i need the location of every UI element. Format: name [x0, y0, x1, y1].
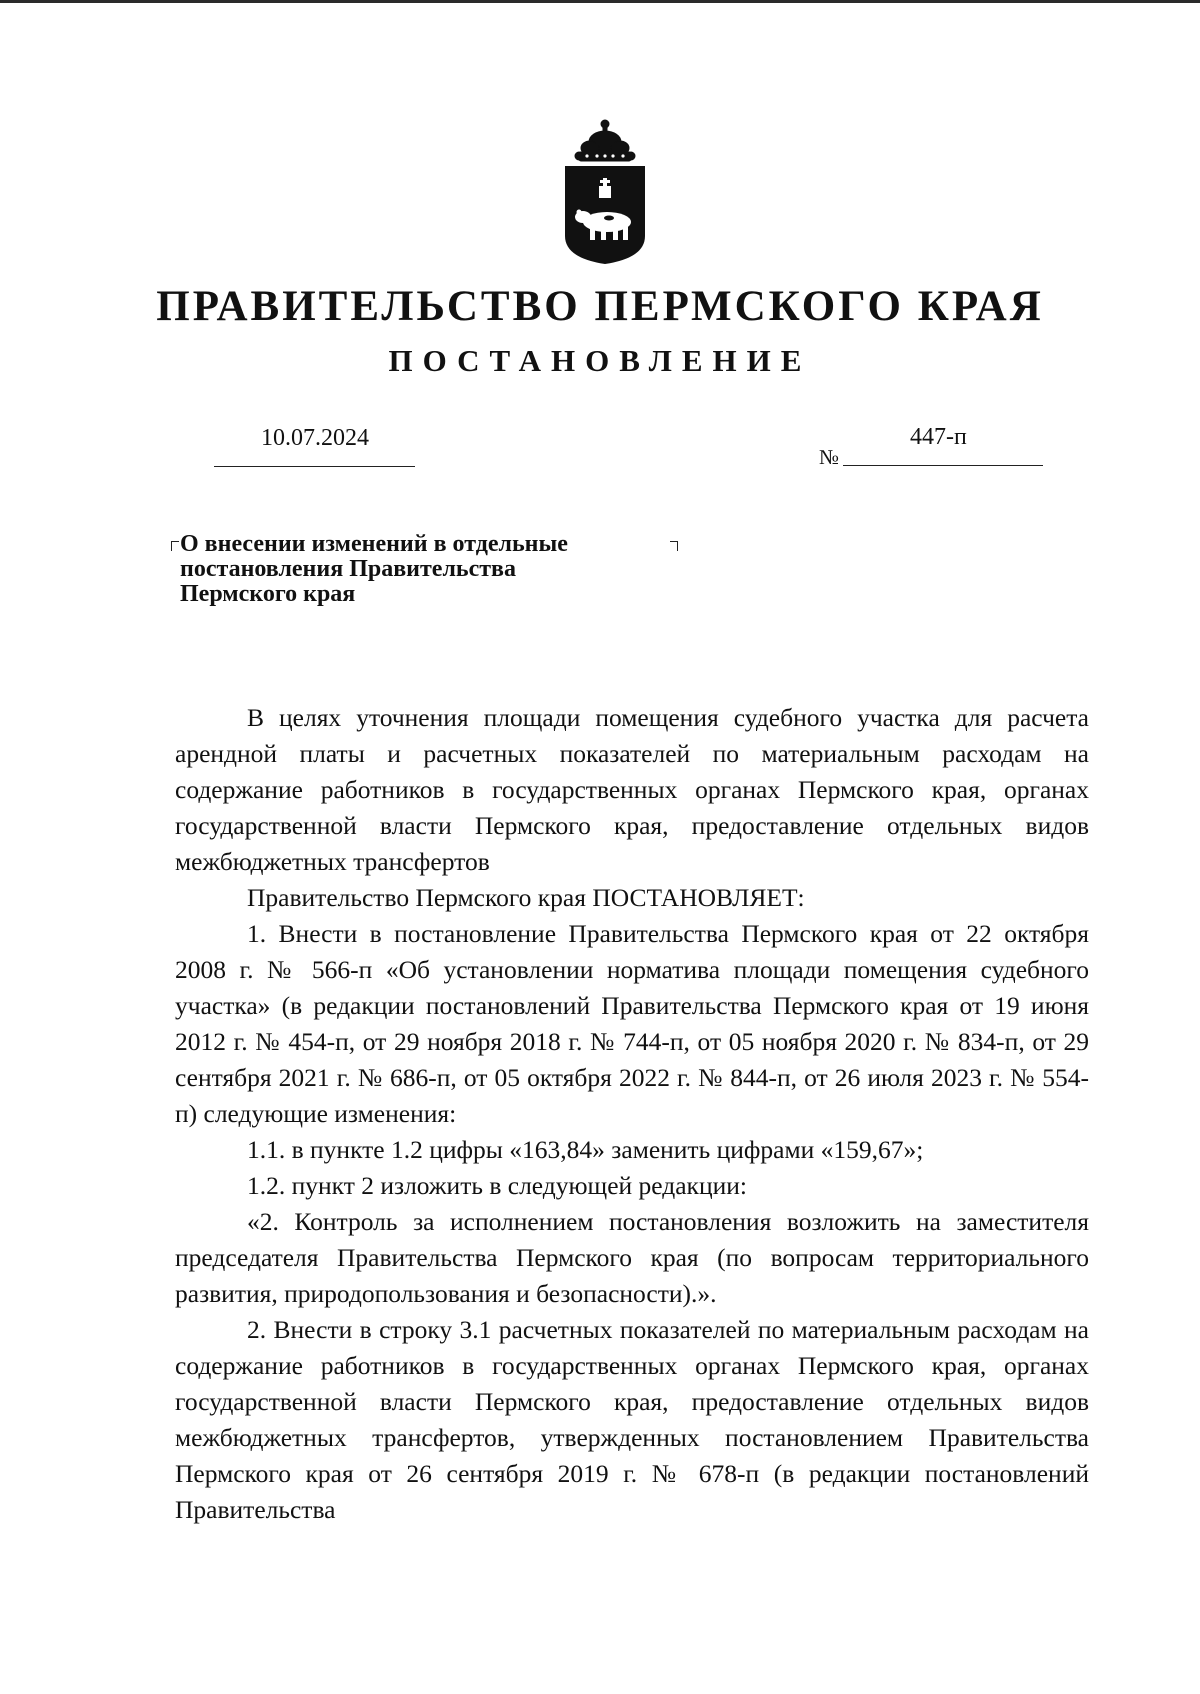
date-underline [214, 466, 415, 467]
page-top-edge [0, 0, 1200, 3]
document-type: ПОСТАНОВЛЕНИЕ [388, 343, 812, 378]
subject-line: О внесении изменений в отдельные [180, 531, 568, 557]
clause-2: 2. Внести в строку 3.1 расчетных показателей по материальным расходам на содержание работников в государственных органах Пермского края, органах государственной власти Пермского края, предоставление отдельных видов межбюджетных трансфертов, утвержденных постановлением Правительства Пермского края от 26 сентября 2019 г. № 678-п (в редакции постановлений Правительства [175, 1315, 1089, 1524]
document-body [175, 700, 1089, 1528]
clause-1-2-text: «2. Контроль за исполнением постановления возложить на заместителя председателя Правительства Пермского края (по вопросам территориального развития, природопользования и безопасности).». [175, 1207, 1089, 1308]
document-subject [180, 532, 680, 607]
subject-line: постановления Правительства [180, 556, 516, 582]
government-title: ПРАВИТЕЛЬСТВО ПЕРМСКОГО КРАЯ [156, 283, 1044, 330]
resolution-statement: Правительство Пермского края ПОСТАНОВЛЯЕТ: [247, 883, 805, 912]
document-date: 10.07.2024 [261, 425, 369, 451]
document-number: 447-п [910, 424, 967, 450]
clause-1-2: 1.2. пункт 2 изложить в следующей редакции: [247, 1171, 747, 1200]
clause-1-1: 1.1. в пункте 1.2 цифры «163,84» заменить цифрами «159,67»; [247, 1135, 924, 1164]
preamble-paragraph: В целях уточнения площади помещения судебного участка для расчета арендной платы и расчетных показателей по материальным расходам на содержание работников в государственных органах Пермского края, органах государственной власти Пермского края, предоставление отдельных видов межбюджетных трансфертов [175, 703, 1089, 876]
clause-1: 1. Внести в постановление Правительства Пермского края от 22 октября 2008 г. № 566-п «Об установлении норматива площади помещения судебного участка» (в редакции постановлений Правительства Пермского края от 19 июня 2012 г. № 454-п, от 29 ноября 2018 г. № 744-п, от 05 ноября 2020 г. № 834-п, от 29 сентября 2021 г. № 686-п, от 05 октября 2022 г. № 844-п, от 26 июля 2023 г. № 554-п) следующие изменения: [175, 919, 1089, 1128]
number-underline [843, 465, 1043, 466]
perm-krai-coat-of-arms-icon [557, 118, 653, 266]
subject-corner-left [171, 541, 179, 551]
number-sign: № [819, 445, 840, 469]
subject-line: Пермского края [180, 581, 356, 607]
